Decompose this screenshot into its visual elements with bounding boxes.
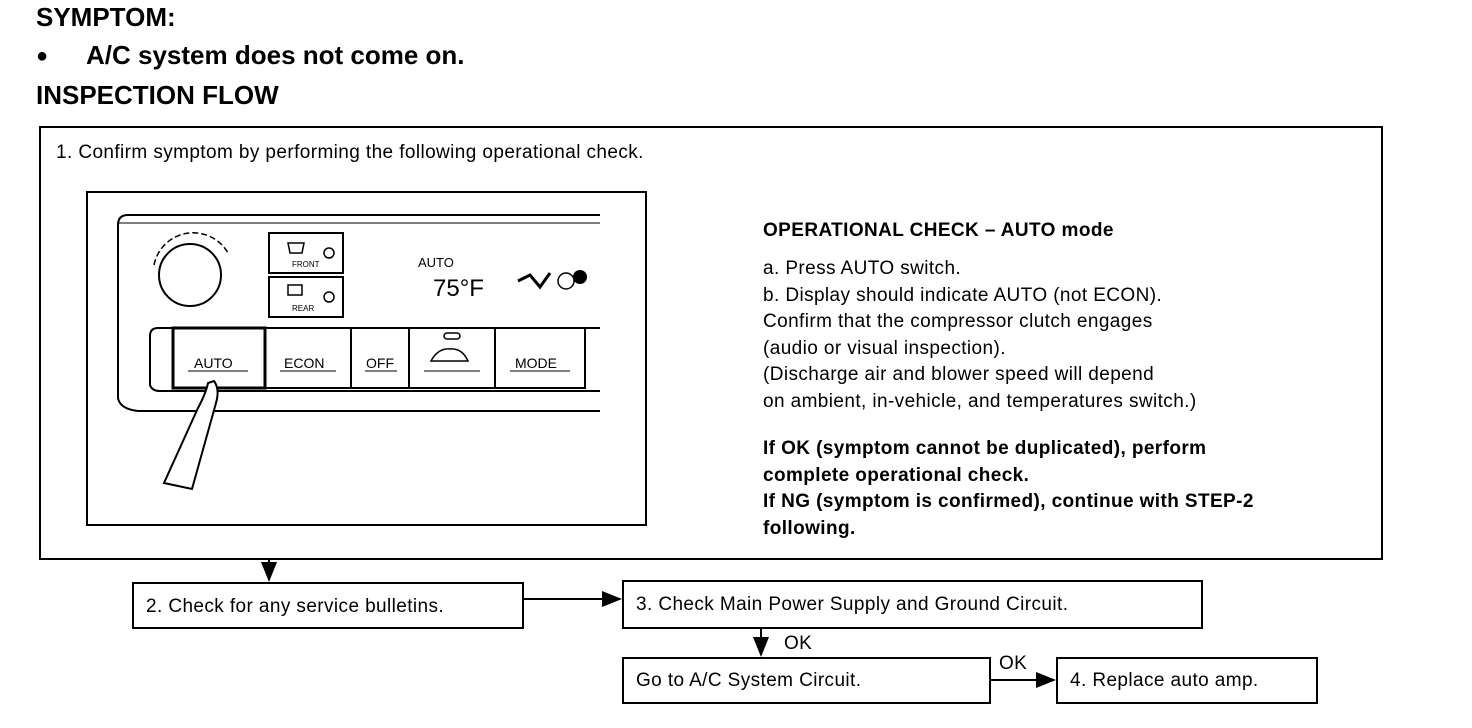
goto-box	[622, 657, 991, 704]
rear-label: REAR	[292, 304, 315, 313]
auto-button-label: AUTO	[194, 355, 233, 371]
ok-label-2: OK	[999, 653, 1028, 674]
step1-text: 1. Confirm symptom by performing the following operational check.	[56, 142, 644, 163]
step2-text: 2. Check for any service bulletins.	[146, 596, 445, 617]
display-temp-text: 75°F	[433, 275, 484, 302]
bullet: ●	[36, 45, 49, 67]
check-line: on ambient, in-vehicle, and temperatures switch.)	[763, 390, 1197, 412]
ok-label-1: OK	[784, 633, 813, 654]
front-label: FRONT	[292, 260, 320, 269]
check-title: OPERATIONAL CHECK – AUTO mode	[763, 220, 1114, 241]
result-line: complete operational check.	[763, 464, 1030, 486]
result-line: following.	[763, 517, 856, 539]
inspection-flow-heading: INSPECTION FLOW	[36, 80, 279, 110]
off-button-label: OFF	[366, 355, 394, 371]
result-line: If OK (symptom cannot be duplicated), perform	[763, 438, 1207, 459]
step4-box	[1056, 657, 1318, 704]
goto-text: Go to A/C System Circuit.	[636, 670, 862, 691]
display-mode-text: AUTO	[418, 255, 454, 270]
step3-box	[622, 580, 1203, 629]
check-line: (Discharge air and blower speed will depend	[763, 364, 1155, 385]
symptom-text: A/C system does not come on.	[86, 40, 465, 70]
check-line: b. Display should indicate AUTO (not ECON).	[763, 284, 1163, 306]
check-line: a. Press AUTO switch.	[763, 258, 962, 279]
step4-text: 4. Replace auto amp.	[1070, 670, 1259, 691]
econ-button-label: ECON	[284, 355, 325, 371]
check-line: Confirm that the compressor clutch engages	[763, 311, 1153, 332]
mode-button-label: MODE	[515, 355, 557, 371]
step3-text: 3. Check Main Power Supply and Ground Circuit.	[636, 594, 1069, 615]
step2-box	[132, 582, 524, 629]
result-line: If NG (symptom is confirmed), continue with STEP-2	[763, 491, 1254, 512]
symptom-heading: SYMPTOM:	[36, 2, 176, 32]
check-line: (audio or visual inspection).	[763, 337, 1006, 359]
